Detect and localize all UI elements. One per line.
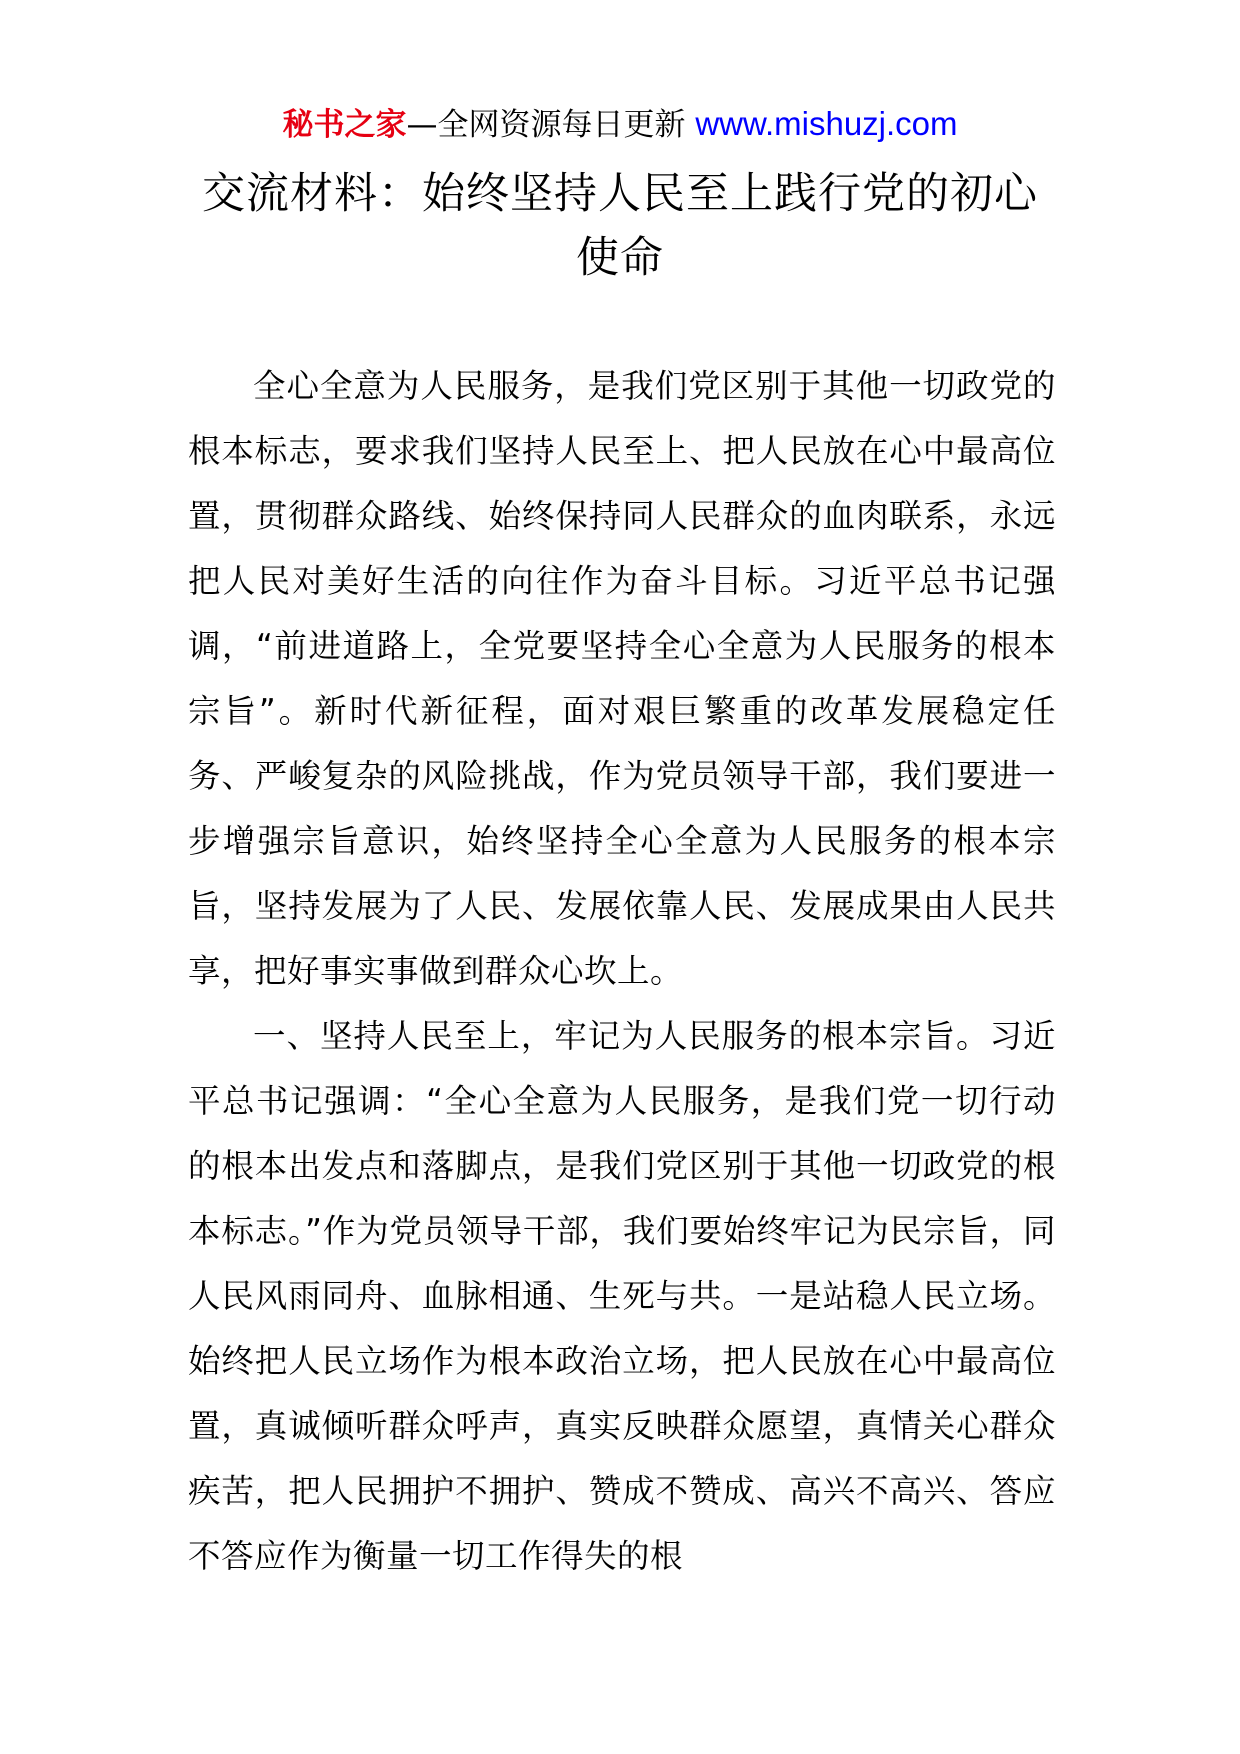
document-body <box>188 354 1056 1589</box>
header-tagline: —全网资源每日更新 <box>406 107 696 143</box>
body-paragraph-1 <box>188 354 1056 1004</box>
body-paragraph-2 <box>188 1004 1056 1589</box>
brand-name: 秘书之家 <box>282 107 407 143</box>
paragraph-2-text: 习近平总书记强调：“全心全意为人民服务，是我们党一切行动的根本出发点和落脚点，是我们党区别于其他一切政党的根本标志。”作为党员领导干部，我们要始终牢记为民宗旨，同人民风雨同舟、血脉相通、生死与共。一是站稳人民立场。始终把人民立场作为根本政治立场，把人民放在心中最高位置，真诚倾听群众呼声，真实反映群众愿望，真情关心群众疾苦，把人民拥护不拥护、赞成不赞成、高兴不高兴、答应不答应作为衡量一切工作得失的根 <box>188 1017 1056 1575</box>
section-1-heading: 一、坚持人民至上，牢记为人民服务的根本宗旨。 <box>253 1017 990 1055</box>
site-url-link[interactable]: www.mishuzj.com <box>695 105 958 142</box>
document-title: 交流材料：始终坚持人民至上践行党的初心使命 <box>202 169 1038 283</box>
paragraph-1-text: 全心全意为人民服务，是我们党区别于其他一切政党的根本标志，要求我们坚持人民至上、把人民放在心中最高位置，贯彻群众路线、始终保持同人民群众的血肉联系，永远把人民对美好生活的向往作为奋斗目标。习近平总书记强调，“前进道路上，全党要坚持全心全意为人民服务的根本宗旨”。新时代新征程，面对艰巨繁重的改革发展稳定任务、严峻复杂的风险挑战，作为党员领导干部，我们要进一步增强宗旨意识，始终坚持全心全意为人民服务的根本宗旨，坚持发展为了人民、发展依靠人民、发展成果由人民共享，把好事实事做到群众心坎上。 <box>188 367 1056 990</box>
site-header <box>0 100 1240 149</box>
